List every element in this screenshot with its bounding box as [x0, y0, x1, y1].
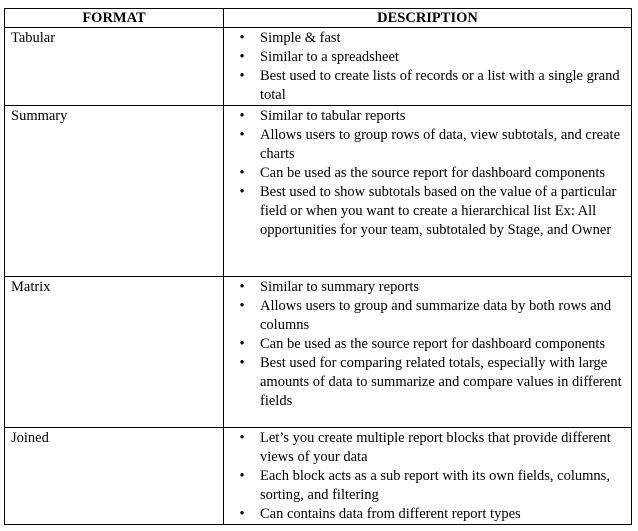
list-item-text: Let’s you create multiple report blocks that provide different views of your data: [260, 430, 611, 465]
description-cell: [224, 28, 632, 106]
bullet-icon: •: [239, 30, 245, 46]
bullet-icon: •: [239, 355, 245, 371]
description-list: [224, 29, 631, 105]
list-item: [224, 505, 631, 524]
description-list: [224, 107, 631, 240]
list-item-text: Similar to summary reports: [260, 279, 420, 295]
list-item: [224, 107, 631, 126]
description-list: [224, 429, 631, 524]
list-item-text: Best used for comparing related totals, especially with large amounts of data to summarize and compare values in different fields: [260, 355, 622, 409]
table-row-summary: [5, 106, 632, 277]
list-item: [224, 429, 631, 467]
bullet-icon: •: [239, 506, 245, 522]
description-cell: [224, 277, 632, 428]
bullet-icon: •: [239, 336, 245, 352]
list-item-text: Can be used as the source report for dashboard components: [260, 336, 606, 352]
table-row-joined: [5, 428, 632, 525]
description-cell: [224, 106, 632, 277]
list-item-text: Allows users to group and summarize data by both rows and columns: [260, 298, 612, 333]
bullet-icon: •: [239, 127, 245, 143]
bullet-icon: •: [239, 49, 245, 65]
list-item-text: Simple & fast: [260, 30, 341, 46]
format-column-header: FORMAT: [5, 9, 224, 28]
bullet-icon: •: [239, 430, 245, 446]
list-item: [224, 354, 631, 411]
list-item: [224, 278, 631, 297]
list-item: [224, 183, 631, 240]
list-item-text: Similar to a spreadsheet: [260, 49, 399, 65]
list-item: [224, 67, 631, 105]
format-cell: Matrix: [5, 277, 224, 428]
list-item: [224, 48, 631, 67]
list-item-text: Each block acts as a sub report with its own fields, columns, sorting, and filtering: [260, 468, 610, 503]
description-cell: [224, 428, 632, 525]
header-row: [5, 9, 632, 28]
description-list: [224, 278, 631, 411]
bullet-icon: •: [239, 279, 245, 295]
bullet-icon: •: [239, 108, 245, 124]
list-item: [224, 164, 631, 183]
list-item: [224, 126, 631, 164]
list-item: [224, 467, 631, 505]
format-cell: Joined: [5, 428, 224, 525]
report-formats-table: [4, 8, 632, 525]
table-row-matrix: [5, 277, 632, 428]
bullet-icon: •: [239, 165, 245, 181]
list-item-text: Can be used as the source report for dashboard components: [260, 165, 606, 181]
list-item-text: Can contains data from different report types: [260, 506, 521, 522]
bullet-icon: •: [239, 468, 245, 484]
list-item: [224, 297, 631, 335]
format-cell: Tabular: [5, 28, 224, 106]
bullet-icon: •: [239, 68, 245, 84]
list-item-text: Best used to create lists of records or a list with a single grand total: [260, 68, 620, 103]
bullet-icon: •: [239, 298, 245, 314]
list-item-text: Allows users to group rows of data, view subtotals, and create charts: [260, 127, 621, 162]
list-item-text: Similar to tabular reports: [260, 108, 406, 124]
list-item: [224, 29, 631, 48]
table-row-tabular: [5, 28, 632, 106]
list-item-text: Best used to show subtotals based on the value of a particular field or when you want to create a hierarchical list Ex: All opportunities for your team, subtotaled by Stage, and Owner: [260, 184, 617, 238]
bullet-icon: •: [239, 184, 245, 200]
description-column-header: DESCRIPTION: [224, 9, 632, 28]
list-item: [224, 335, 631, 354]
format-cell: Summary: [5, 106, 224, 277]
